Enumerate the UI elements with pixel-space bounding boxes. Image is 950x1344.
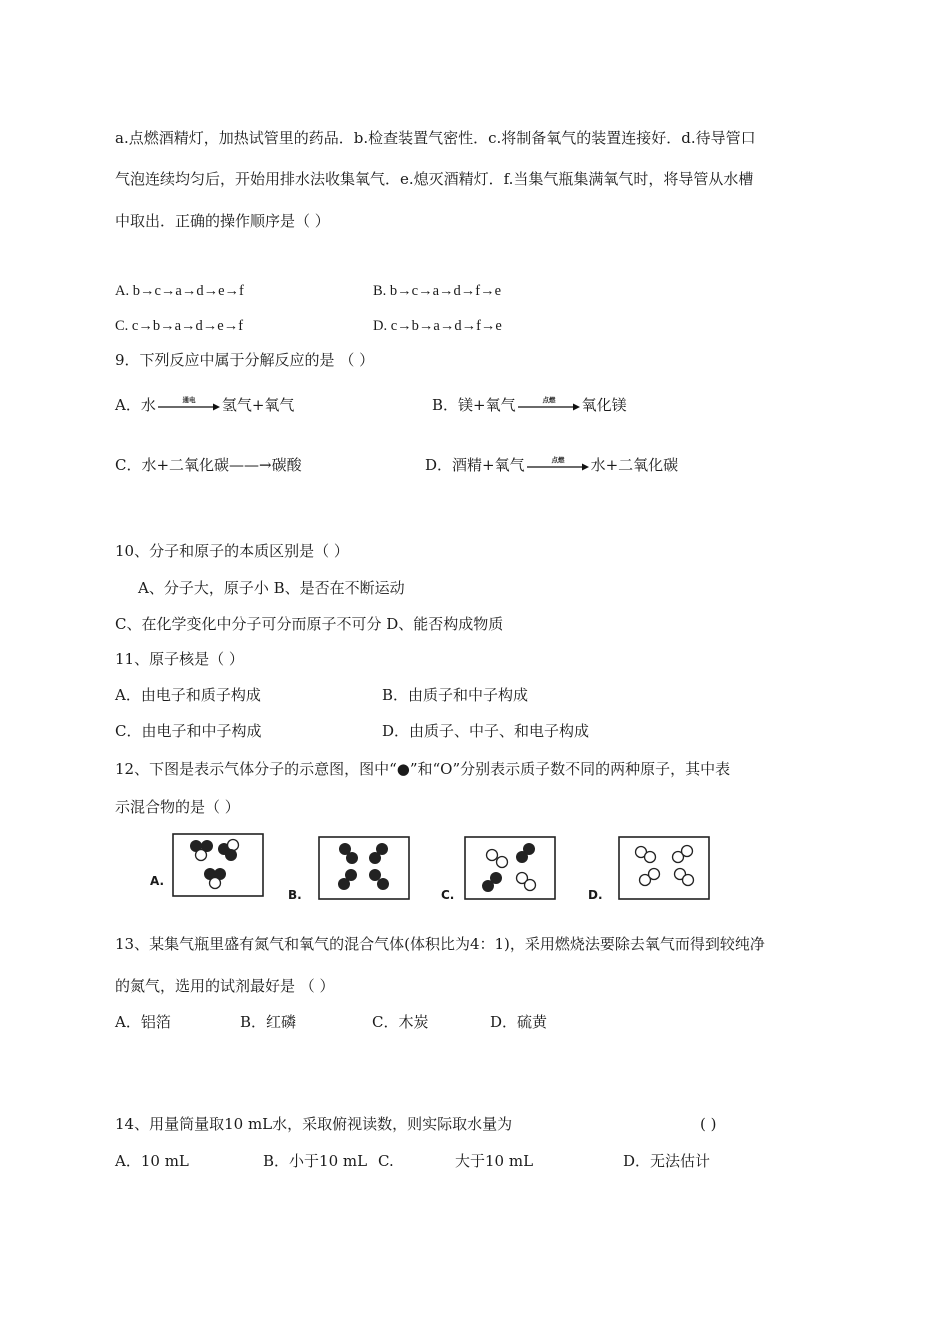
q13-option-c: C．木炭 <box>372 1013 429 1031</box>
q9-option-a-reactant: A．水 <box>115 396 156 414</box>
q14-option-d: D．无法估计 <box>623 1152 711 1170</box>
q11-option-c: C．由电子和中子构成 <box>115 722 262 740</box>
q13-option-a: A．铝箔 <box>115 1013 171 1031</box>
q9-option-b-reactant: B．镁+氧气 <box>432 396 516 414</box>
q12-figure-c <box>464 836 556 904</box>
q8-option-a: A. b→c→a→d→e→f <box>115 283 244 299</box>
q9-stem: 9．下列反应中属于分解反应的是 （ ） <box>115 351 375 369</box>
q13-line1: 13、某集气瓶里盛有氮气和氧气的混合气体(体积比为4：1)，采用燃烧法要除去氧气而得到较纯净 <box>115 935 765 953</box>
reaction-arrow-icon <box>156 396 222 416</box>
q14-answer-paren: ( ) <box>700 1115 717 1133</box>
q9-option-d <box>425 455 678 476</box>
q10-options-ab: A、分子大，原子小 B、是否在不断运动 <box>138 579 405 597</box>
q14-stem: 14、用量筒量取10 mL水，采取俯视读数，则实际取水量为 <box>115 1115 513 1133</box>
q8-option-b: B. b→c→a→d→f→e <box>373 283 502 299</box>
q9-option-a-product: 氢气+氧气 <box>221 396 295 414</box>
q8-line3: 中取出．正确的操作顺序是（ ） <box>115 212 330 230</box>
q12-figure-b <box>318 836 410 904</box>
q13-option-d: D．硫黄 <box>490 1013 548 1031</box>
q9-option-a-condition: 通电 <box>182 396 196 404</box>
q9-option-a <box>115 395 294 416</box>
q11-option-a: A．由电子和质子构成 <box>115 686 261 704</box>
q14-option-a: A．10 mL <box>115 1152 189 1170</box>
q9-option-d-product: 水+二氧化碳 <box>590 456 679 474</box>
q11-option-d: D．由质子、中子、和电子构成 <box>382 722 590 740</box>
q13-line2: 的氮气，选用的试剂最好是 （ ） <box>115 977 335 995</box>
q10-stem: 10、分子和原子的本质区别是（ ） <box>115 542 349 560</box>
q12-line2: 示混合物的是（ ） <box>115 798 240 816</box>
reaction-arrow-icon <box>516 396 582 416</box>
q12-line1: 12、下图是表示气体分子的示意图，图中“●”和“O”分别表示质子数不同的两种原子，其中表 <box>115 760 731 778</box>
q14-option-b: B．小于10 mL <box>263 1152 368 1170</box>
q8-option-c: C. c→b→a→d→e→f <box>115 318 244 334</box>
q14-option-c: 大于10 mL <box>455 1152 534 1170</box>
q8-line1: a.点燃酒精灯，加热试管里的药品．b.检查装置气密性．c.将制备氧气的装置连接好．d.待导管口 <box>115 129 756 147</box>
q12-figure-label-c: C. <box>441 888 455 902</box>
q12-figure-d <box>618 836 710 904</box>
q11-stem: 11、原子核是（ ） <box>115 650 244 668</box>
q9-option-b-condition: 点燃 <box>542 396 556 404</box>
q12-figure-a <box>172 833 264 901</box>
reaction-arrow-icon <box>525 456 591 476</box>
q9-option-c: C．水+二氧化碳——→碳酸 <box>115 456 302 474</box>
q14-option-c-label: C. <box>378 1152 394 1170</box>
q8-line2: 气泡连续均匀后，开始用排水法收集氧气．e.熄灭酒精灯．f.当集气瓶集满氧气时，将导管从水槽 <box>115 170 754 188</box>
q12-figure-label-a: A. <box>150 874 165 888</box>
q10-options-cd: C、在化学变化中分子可分而原子不可分 D、能否构成物质 <box>115 615 504 633</box>
q12-figure-label-b: B. <box>288 888 302 902</box>
q9-option-d-condition: 点燃 <box>551 456 565 464</box>
q9-option-d-reactant: D．酒精+氧气 <box>425 456 525 474</box>
q9-option-b <box>432 395 627 416</box>
q8-option-d: D. c→b→a→d→f→e <box>373 318 502 334</box>
q12-figure-label-d: D. <box>588 888 603 902</box>
q13-option-b: B．红磷 <box>240 1013 297 1031</box>
q11-option-b: B．由质子和中子构成 <box>382 686 529 704</box>
q9-option-b-product: 氧化镁 <box>581 396 627 414</box>
